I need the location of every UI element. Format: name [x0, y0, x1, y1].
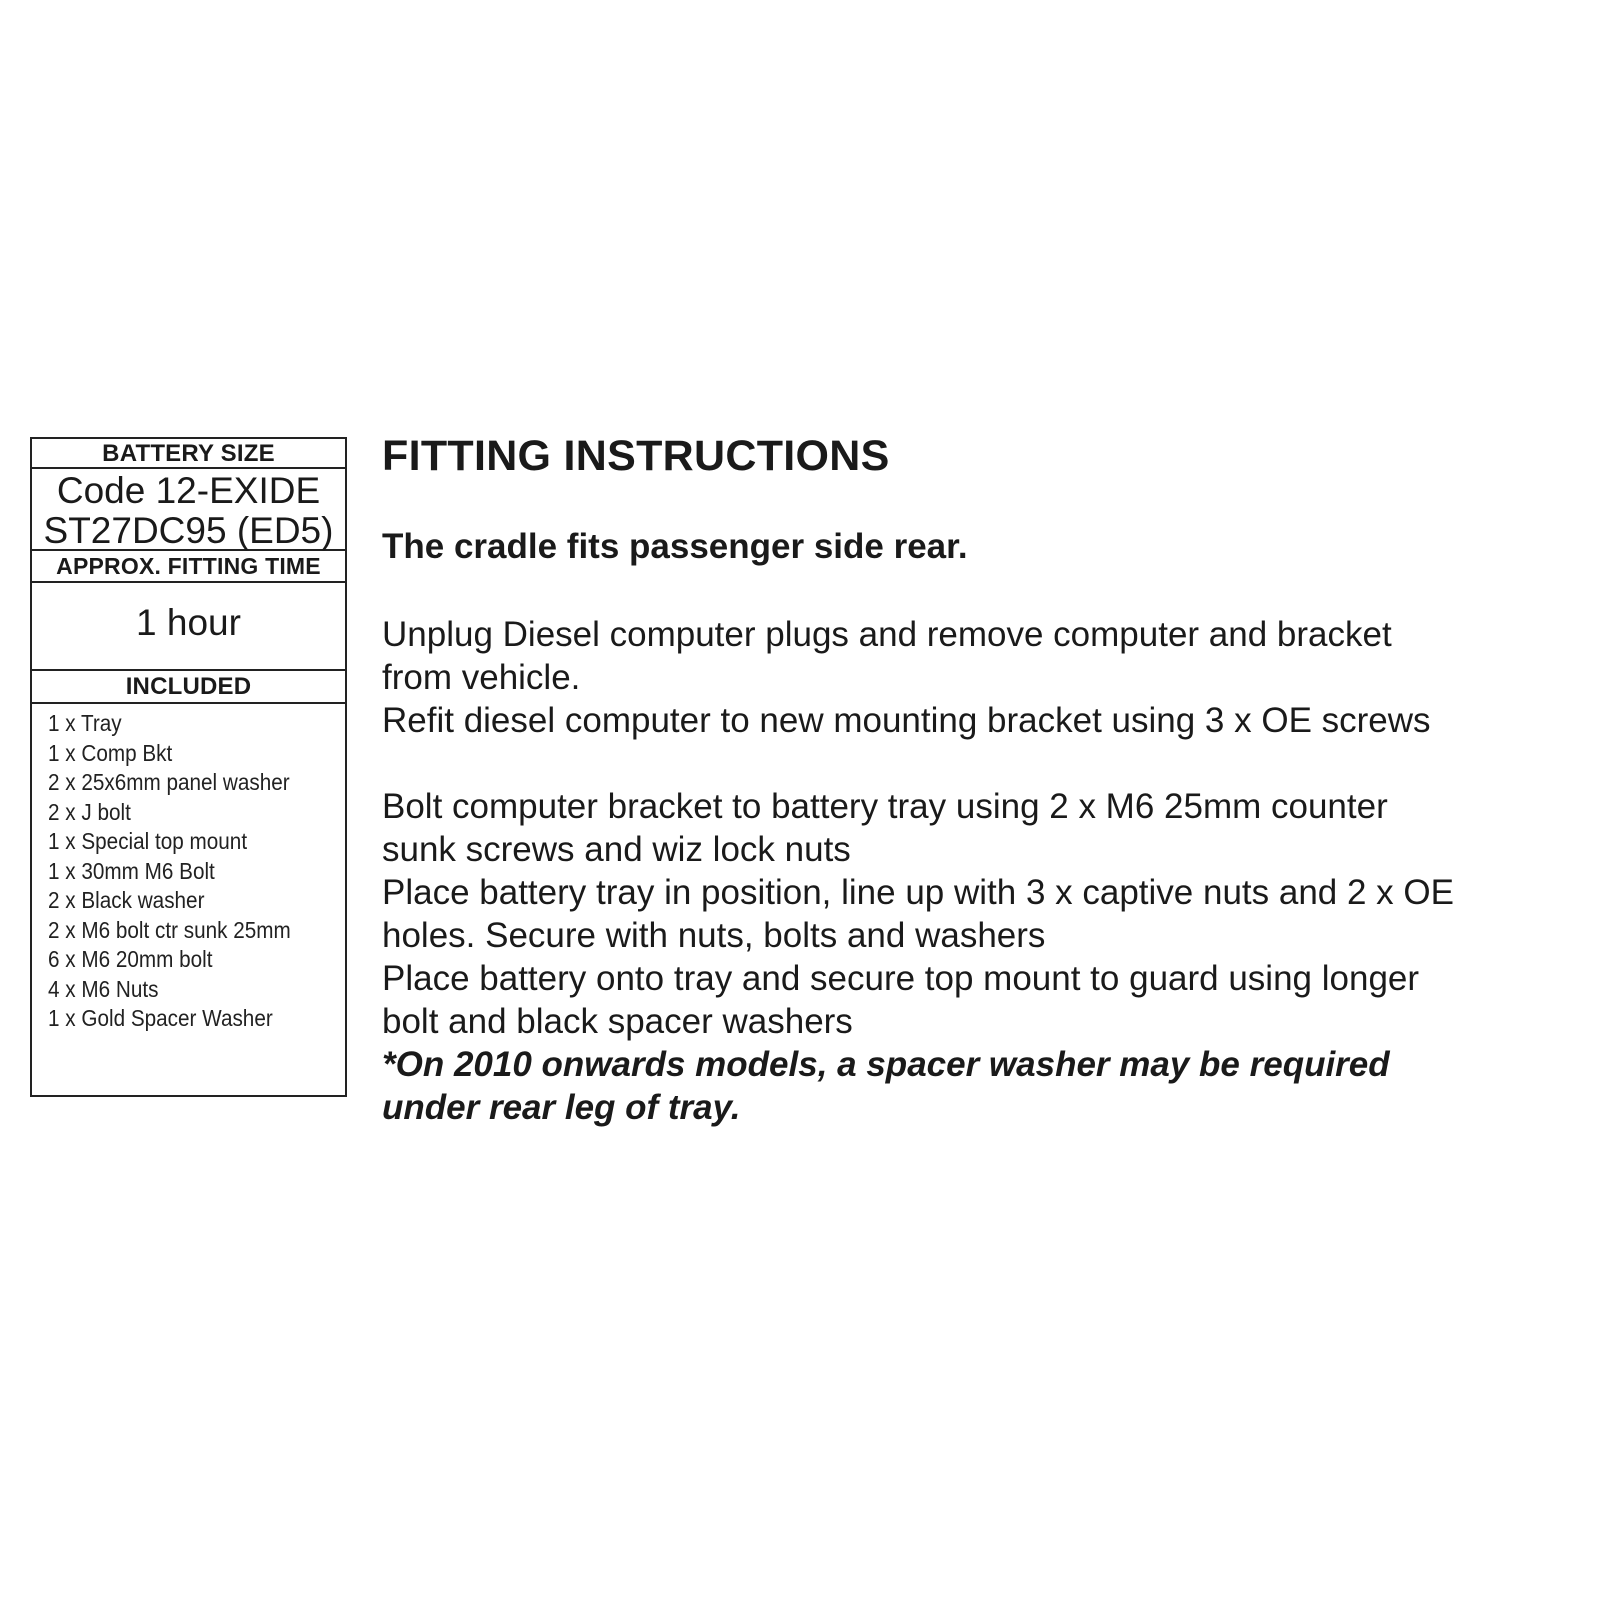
included-list [48, 709, 318, 1034]
list-item: 4 x M6 Nuts [48, 975, 159, 1002]
instructions-subtitle: The cradle fits passenger side rear. [382, 527, 968, 566]
instruction-line: bolt and black spacer washers [382, 1002, 853, 1041]
instruction-line: Place battery onto tray and secure top mount to guard using longer [382, 959, 1420, 998]
note-line: under rear leg of tray. [382, 1088, 741, 1127]
instruction-line: Refit diesel computer to new mounting bracket using 3 x OE screws [382, 701, 1431, 740]
list-item: 1 x Comp Bkt [48, 739, 173, 766]
list-item: 2 x M6 bolt ctr sunk 25mm [48, 916, 291, 943]
note-line: *On 2010 onwards models, a spacer washer may be required [382, 1045, 1390, 1084]
battery-size-value [32, 469, 345, 551]
fitting-time-value: 1 hour [32, 583, 345, 671]
instruction-line: Place battery tray in position, line up with 3 x captive nuts and 2 x OE [382, 873, 1454, 912]
page-title: FITTING INSTRUCTIONS [382, 432, 890, 480]
battery-size-line-2: ST27DC95 (ED5) [43, 510, 334, 551]
fitting-time-heading: APPROX. FITTING TIME [32, 551, 345, 583]
instruction-note [382, 1043, 1390, 1129]
spec-box [30, 437, 347, 1097]
battery-size-line-1: Code 12-EXIDE [56, 470, 321, 511]
instruction-line: from vehicle. [382, 658, 581, 697]
list-item: 2 x 25x6mm panel washer [48, 769, 290, 795]
instruction-line: Unplug Diesel computer plugs and remove computer and bracket [382, 615, 1392, 654]
battery-size-heading: BATTERY SIZE [32, 439, 345, 469]
instruction-line: holes. Secure with nuts, bolts and washers [382, 916, 1046, 955]
list-item: 1 x Special top mount [48, 828, 248, 854]
instruction-step [382, 699, 1431, 742]
instruction-step [382, 785, 1388, 871]
instruction-line: sunk screws and wiz lock nuts [382, 830, 851, 869]
instruction-step [382, 957, 1419, 1043]
instruction-step [382, 871, 1454, 957]
list-item: 6 x M6 20mm bolt [48, 946, 213, 972]
instructions-section [382, 430, 1582, 1127]
list-item: 2 x J bolt [48, 798, 131, 825]
list-item: 1 x 30mm M6 Bolt [48, 857, 215, 884]
included-heading: INCLUDED [32, 671, 345, 704]
list-item: 2 x Black washer [48, 887, 205, 913]
instruction-step [382, 613, 1392, 699]
instruction-line: Bolt computer bracket to battery tray using 2 x M6 25mm counter [382, 787, 1388, 826]
list-item: 1 x Tray [48, 710, 122, 736]
list-item: 1 x Gold Spacer Washer [48, 1005, 273, 1031]
